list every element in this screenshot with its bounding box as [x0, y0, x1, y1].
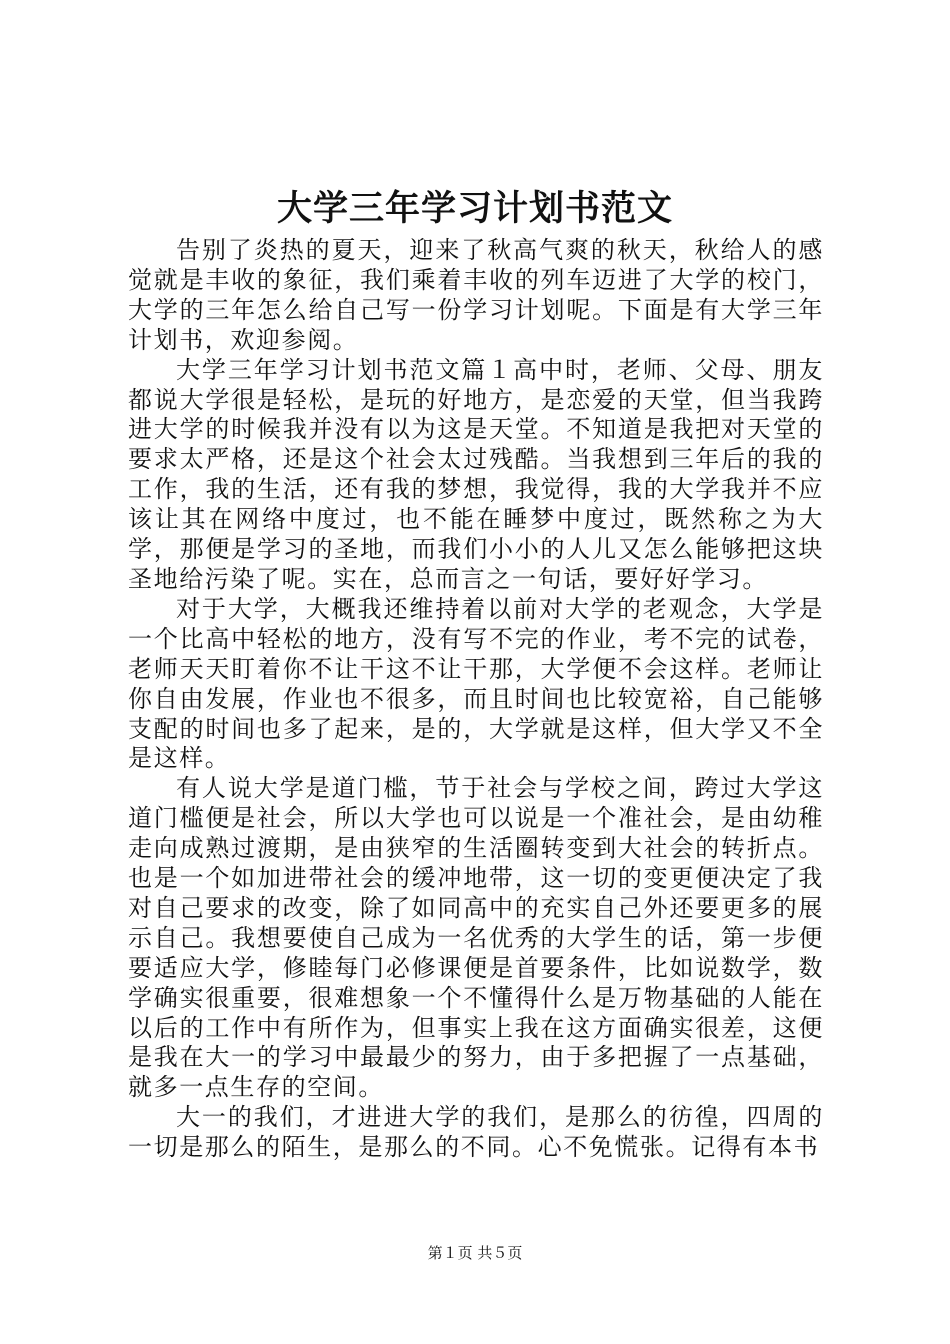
page-number-footer: 第１页 共５页 — [427, 1244, 523, 1262]
paragraph-intro: 告别了炎热的夏天，迎来了秋高气爽的秋天，秋给人的感觉就是丰收的象征，我们乘着丰收的列车迈进了大学的校门，大学的三年怎么给自己写一份学习计划呢。下面是有大学三年计划书，欢迎参阅。 — [128, 236, 824, 354]
paragraph-2: 对于大学，大概我还维持着以前对大学的老观念，大学是一个比高中轻松的地方，没有写不完的作业，考不完的试卷，老师天天盯着你不让干这不让干那，大学便不会这样。老师让你自由发展，作业也不很多，而且时间也比较宽裕，自己能够支配的时间也多了起来，是的，大学就是这样，但大学又不全是这样。 — [128, 594, 824, 773]
document-body — [128, 236, 824, 1163]
paragraph-1: 大学三年学习计划书范文篇１高中时，老师、父母、朋友都说大学很是轻松，是玩的好地方，是恋爱的天堂，但当我跨进大学的时候我并没有以为这是天堂。不知道是我把对天堂的要求太严格，还是这个社会太过残酷。当我想到三年后的我的工作，我的生活，还有我的梦想，我觉得，我的大学我并不应该让其在网络中度过，也不能在睡梦中度过，既然称之为大学，那便是学习的圣地，而我们小小的人儿又怎么能够把这块圣地给污染了呢。实在，总而言之一句话，要好好学习。 — [128, 355, 824, 593]
document-title: 大学三年学习计划书范文 — [276, 188, 673, 229]
paragraph-4: 大一的我们，才进进大学的我们，是那么的彷徨，四周的一切是那么的陌生，是那么的不同。心不免慌张。记得有本书 — [128, 1103, 824, 1162]
paragraph-3: 有人说大学是道门槛，节于社会与学校之间，跨过大学这道门槛便是社会，所以大学也可以说是一个准社会，是由幼稚走向成熟过渡期，是由狭窄的生活圈转变到大社会的转折点。也是一个如加进带社会的缓冲地带，这一切的变更便决定了我对自己要求的改变，除了如同高中的充实自己外还要更多的展示自己。我想要使自己成为一名优秀的大学生的话，第一步便要适应大学，修睦每门必修课便是首要条件，比如说数学，数学确实很重要，很难想象一个不懂得什么是万物基础的人能在以后的工作中有所作为，但事实上我在这方面确实很差，这便是我在大一的学习中最最少的努力，由于多把握了一点基础，就多一点生存的空间。 — [128, 774, 824, 1102]
